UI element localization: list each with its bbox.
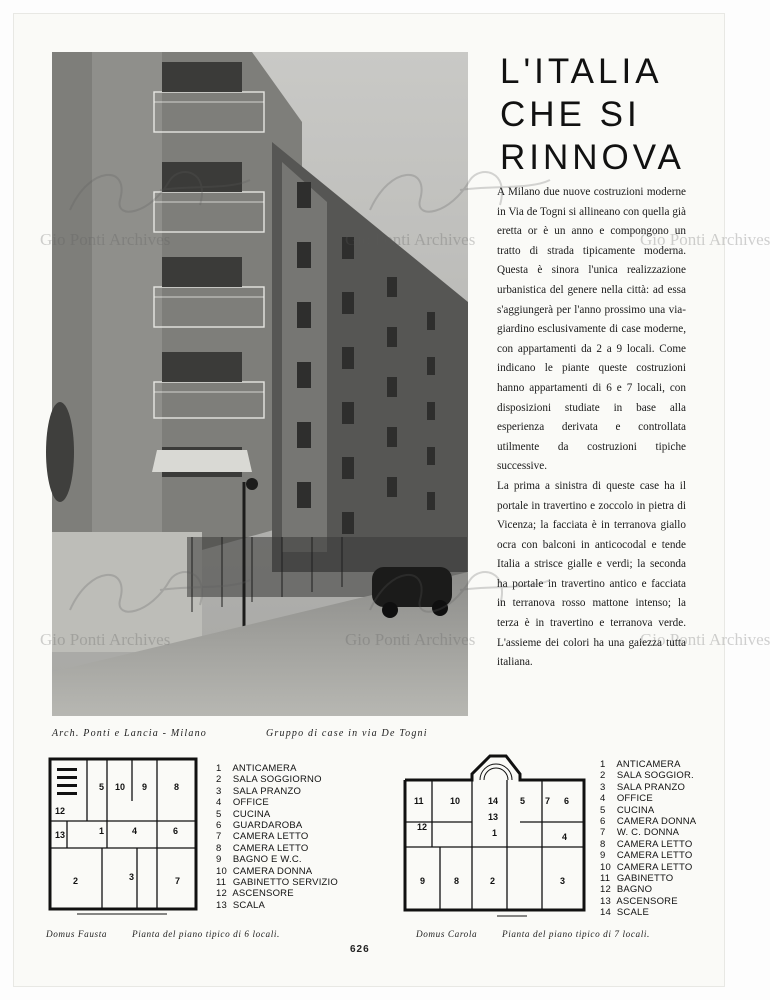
article-body xyxy=(497,183,686,673)
title-line: RINNOVA xyxy=(500,138,685,177)
legend-label: CAMERA LETTO xyxy=(616,850,693,862)
legend-label: CUCINA xyxy=(616,804,655,816)
watermark-text: Gio Ponti Archives xyxy=(640,230,770,249)
legend-number: 6 xyxy=(216,820,222,832)
legend-item xyxy=(600,850,696,861)
floor-plan-carola xyxy=(402,752,588,924)
svg-text:9: 9 xyxy=(142,782,148,792)
legend-label: OFFICE xyxy=(232,797,269,809)
legend-item xyxy=(216,831,338,842)
legend-item xyxy=(600,907,696,918)
legend-label: SALA PRANZO xyxy=(616,781,686,793)
legend-carola xyxy=(600,759,696,919)
page-number: 626 xyxy=(350,944,370,955)
svg-text:8: 8 xyxy=(454,876,460,886)
svg-text:6: 6 xyxy=(564,796,570,806)
svg-text:2: 2 xyxy=(73,876,79,886)
svg-text:7: 7 xyxy=(175,876,181,886)
legend-label: GUARDAROBA xyxy=(232,820,303,832)
photo-credit: Arch. Ponti e Lancia - Milano xyxy=(52,728,207,739)
legend-label: SCALA xyxy=(232,899,265,911)
body-paragraph: A Milano due nuove costruzioni moderne in Via de Togni si allineano con quella già eretta or è un anno e compongono un tratto di strada tipicamente moderna. Questa è sinora l'unica realizzazione urbanistica del genere nella città: ad essa s'aggiungerà per l'anno prossimo una via-giardino esclusivamente di case moderne, con appartamenti da 2 a 9 locali. Come indicano le piante queste costruzioni hanno appartamenti di 6 e 7 locali, con disposizioni studiate in base alla esperienza derivata e controllata utilmente da costruzioni tipiche successive. xyxy=(497,186,686,473)
legend-label: CUCINA xyxy=(232,808,271,820)
svg-text:7: 7 xyxy=(545,796,551,806)
legend-item xyxy=(600,782,696,793)
legend-fausta xyxy=(216,763,338,911)
svg-text:12: 12 xyxy=(417,822,428,832)
legend-number: 8 xyxy=(216,842,222,854)
legend-label: GABINETTO SERVIZIO xyxy=(232,877,338,889)
legend-number: 7 xyxy=(600,827,606,839)
legend-label: CAMERA DONNA xyxy=(616,816,697,828)
legend-item xyxy=(600,759,696,770)
legend-number: 1 xyxy=(600,759,606,770)
watermark-text: Gio Ponti Archives xyxy=(640,630,770,649)
legend-number: 13 xyxy=(600,895,611,907)
legend-item xyxy=(216,786,338,797)
legend-item xyxy=(216,854,338,865)
svg-text:1: 1 xyxy=(99,826,105,836)
legend-label: ANTICAMERA xyxy=(616,759,681,770)
svg-text:3: 3 xyxy=(560,876,566,886)
svg-text:11: 11 xyxy=(414,796,424,806)
svg-text:4: 4 xyxy=(562,832,568,842)
watermark-text: Gio Ponti Archives xyxy=(345,230,476,249)
legend-label: BAGNO E W.C. xyxy=(232,854,302,866)
legend-item xyxy=(216,774,338,785)
legend-item xyxy=(216,809,338,820)
svg-text:5: 5 xyxy=(520,796,526,806)
watermark-text: Gio Ponti Archives xyxy=(40,230,171,249)
title-line: L'ITALIA xyxy=(500,52,663,91)
legend-number: 4 xyxy=(600,793,606,805)
watermark-text: Gio Ponti Archives xyxy=(40,630,171,649)
legend-label: CAMERA LETTO xyxy=(616,861,693,873)
legend-number: 5 xyxy=(600,804,606,816)
legend-label: CAMERA LETTO xyxy=(616,838,693,850)
legend-item xyxy=(216,763,338,774)
svg-text:13: 13 xyxy=(488,812,499,822)
legend-number: 11 xyxy=(600,873,611,885)
legend-item xyxy=(216,888,338,899)
legend-item xyxy=(600,896,696,907)
plan-name-carola: Domus Carola xyxy=(416,929,478,939)
svg-text:6: 6 xyxy=(173,826,179,836)
floor-plan-drawing xyxy=(402,752,588,924)
building-photo xyxy=(52,52,468,716)
legend-label: SALA PRANZO xyxy=(232,785,302,797)
legend-number: 9 xyxy=(600,850,606,862)
legend-label: BAGNO xyxy=(616,884,653,896)
svg-text:5: 5 xyxy=(99,782,105,792)
photo-subject: Gruppo di case in via De Togni xyxy=(266,728,428,739)
legend-item xyxy=(600,862,696,873)
legend-number: 7 xyxy=(216,831,222,843)
legend-item xyxy=(600,805,696,816)
svg-text:13: 13 xyxy=(55,830,66,840)
legend-number: 2 xyxy=(600,770,606,782)
legend-number: 11 xyxy=(216,877,227,889)
legend-number: 12 xyxy=(216,888,227,900)
legend-label: ANTICAMERA xyxy=(232,763,297,774)
legend-number: 3 xyxy=(216,785,222,797)
svg-text:12: 12 xyxy=(55,806,66,816)
plan-caption-fausta: Pianta del piano tipico di 6 locali. xyxy=(132,929,280,939)
legend-label: CAMERA LETTO xyxy=(232,831,309,843)
svg-text:1: 1 xyxy=(492,828,498,838)
legend-number: 6 xyxy=(600,816,606,828)
article-title xyxy=(500,50,700,179)
legend-item xyxy=(216,866,338,877)
legend-number: 9 xyxy=(216,854,222,866)
legend-item xyxy=(216,877,338,888)
legend-label: SALA SOGGIOR. xyxy=(616,770,694,782)
legend-number: 12 xyxy=(600,884,611,896)
svg-text:4: 4 xyxy=(132,826,138,836)
floor-plan-fausta xyxy=(47,756,199,922)
legend-label: ASCENSORE xyxy=(232,888,294,900)
legend-number: 10 xyxy=(216,865,227,877)
legend-item xyxy=(600,873,696,884)
legend-number: 13 xyxy=(216,899,227,911)
svg-text:10: 10 xyxy=(450,796,461,806)
legend-item xyxy=(600,793,696,804)
legend-item xyxy=(216,820,338,831)
legend-number: 4 xyxy=(216,797,222,809)
legend-number: 8 xyxy=(600,838,606,850)
legend-item xyxy=(600,839,696,850)
legend-item xyxy=(600,884,696,895)
svg-text:2: 2 xyxy=(490,876,496,886)
svg-text:14: 14 xyxy=(488,796,499,806)
legend-number: 5 xyxy=(216,808,222,820)
legend-number: 1 xyxy=(216,763,222,774)
svg-text:9: 9 xyxy=(420,876,426,886)
legend-label: ASCENSORE xyxy=(616,895,678,907)
legend-label: OFFICE xyxy=(616,793,653,805)
legend-label: W. C. DONNA xyxy=(616,827,680,839)
legend-number: 14 xyxy=(600,907,611,919)
legend-label: SALA SOGGIORNO xyxy=(232,774,322,786)
body-paragraph: La prima a sinistra di queste case ha il portale in travertino e zoccolo in pietra di Vicenza; la facciata è in terranova giallo ocra con balconi in anticocodal e tende Italia a strisce gialle e verdi; la seconda ha portale in travertino antico e facciata in terranova rosso mattone intenso; la terza è in travertino e terranova verde. L'assieme dei colori ha una gaiezza tutta italiana. xyxy=(497,479,686,669)
legend-item xyxy=(216,797,338,808)
title-line: CHE SI xyxy=(500,95,641,134)
plan-caption-carola: Pianta del piano tipico di 7 locali. xyxy=(502,929,650,939)
legend-item xyxy=(600,827,696,838)
legend-label: CAMERA DONNA xyxy=(232,865,313,877)
watermark-text: Gio Ponti Archives xyxy=(345,630,476,649)
legend-item xyxy=(600,770,696,781)
legend-label: SCALE xyxy=(616,907,649,919)
legend-label: GABINETTO xyxy=(616,873,674,885)
svg-text:10: 10 xyxy=(115,782,126,792)
svg-text:3: 3 xyxy=(129,872,135,882)
legend-number: 3 xyxy=(600,781,606,793)
legend-item xyxy=(216,900,338,911)
svg-text:8: 8 xyxy=(174,782,180,792)
plan-name-fausta: Domus Fausta xyxy=(46,929,108,939)
legend-item xyxy=(600,816,696,827)
legend-number: 10 xyxy=(600,861,611,873)
legend-item xyxy=(216,843,338,854)
floor-plan-drawing xyxy=(47,756,199,922)
legend-label: CAMERA LETTO xyxy=(232,842,309,854)
legend-number: 2 xyxy=(216,774,222,786)
building-photo-illustration xyxy=(52,52,468,716)
